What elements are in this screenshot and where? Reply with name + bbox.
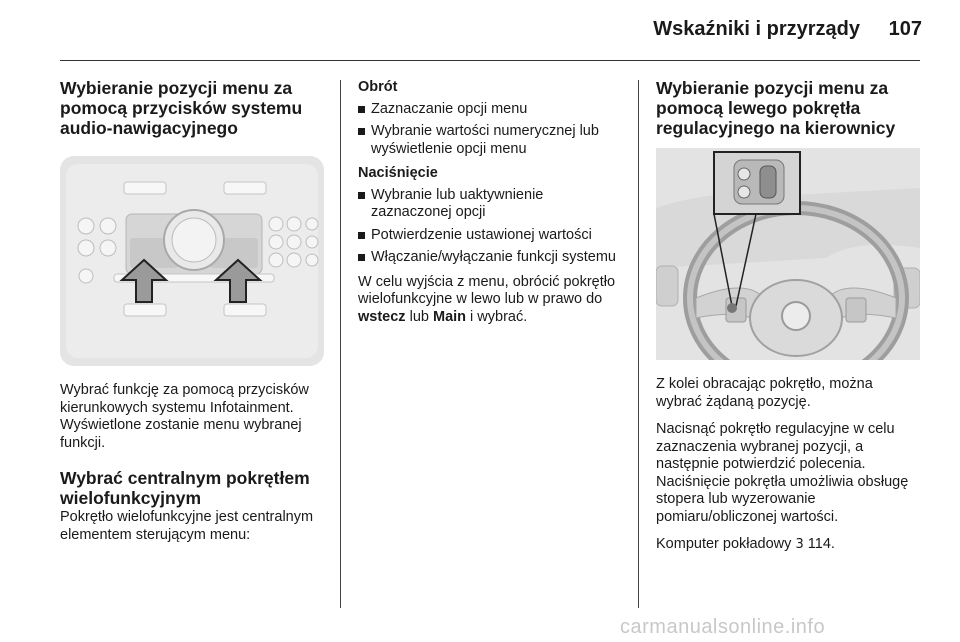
list-item (358, 249, 624, 267)
paragraph-knob-description: Pokrętło wielofunkcyjne jest centralnym elementem sterującym menu: (60, 509, 314, 543)
crossref-page: 114. (807, 536, 835, 552)
header-divider (60, 60, 920, 61)
paragraph-rotate-knob: Z kolei obracając pokrętło, można wybrać żądaną pozycję. (656, 376, 873, 410)
label-rotation: Obrót (358, 79, 398, 95)
watermark: carmanualsonline.info (620, 616, 826, 638)
section-heading-steering-wheel: Wybieranie pozycji menu za pomocą lewego pokrętła regulacyjnego na kierownicy (656, 78, 896, 138)
list-item (358, 187, 624, 222)
steering-wheel-illustration (656, 148, 920, 360)
paragraph-exit-menu (358, 274, 624, 327)
section-heading-central-knob: Wybrać centralnym pokrętłem wielofunkcyjnym (60, 468, 310, 508)
press-list (358, 187, 624, 267)
section-heading-audio-buttons: Wybieranie pozycji menu za pomocą przycisków systemu audio-nawigacyjnego (60, 78, 303, 138)
paragraph-press-knob: Nacisnąć pokrętło regulacyjne w celu zaznaczenia wybranej pozycji, a następnie potwierdzić polecenia. Naciśnięcie pokrętła umożliwia obsługę stopera lub wyzerowanie pomiaru/obliczonej wartości. (656, 421, 909, 525)
list-item-text: Potwierdzenie ustawionej wartości (371, 226, 592, 243)
bullet-icon (358, 254, 365, 261)
exit-text-post: i wybrać. (470, 308, 528, 325)
page-number: 107 (888, 18, 922, 40)
keyword-main: Main (432, 308, 467, 325)
list-item-text: Wybranie wartości numerycznej lub wyświetlenie opcji menu (371, 123, 599, 157)
bullet-icon (358, 106, 365, 113)
figure-infotainment-panel (60, 156, 324, 366)
infotainment-panel-illustration (60, 156, 324, 366)
keyword-back: wstecz (358, 308, 406, 325)
list-item (358, 123, 624, 158)
label-press: Naciśnięcie (358, 165, 438, 181)
paragraph-select-function: Wybrać funkcję za pomocą przycisków kierunkowych systemu Infotainment. Wyświetlone zostanie menu wybranej funkcji. (60, 382, 309, 451)
column-1 (60, 78, 324, 544)
figure-steering-wheel (656, 148, 920, 360)
column-3 (656, 78, 922, 554)
bullet-icon (358, 192, 365, 199)
list-item (358, 101, 624, 119)
list-item-text: Zaznaczanie opcji menu (371, 100, 528, 117)
bullet-icon (358, 232, 365, 239)
page-header-title: Wskaźniki i przyrządy (653, 18, 860, 40)
crossref-text: Komputer pokładowy (656, 536, 792, 552)
list-item (358, 227, 624, 245)
column-2 (358, 79, 624, 326)
crossref-trip-computer (656, 536, 922, 554)
exit-text: W celu wyjścia z menu, obrócić pokrętło wielofunkcyjne w lewo lub w prawo do (358, 273, 616, 307)
bullet-icon (358, 128, 365, 135)
list-item-text: Wybranie lub uaktywnienie zaznaczonej opcji (371, 186, 544, 220)
exit-text-or: lub (409, 308, 429, 325)
column-divider-1 (340, 80, 341, 608)
rotation-list (358, 101, 624, 159)
list-item-text: Włączanie/wyłączanie funkcji systemu (371, 249, 616, 265)
crossref-arrow-icon: 3 (795, 537, 804, 552)
column-divider-2 (638, 80, 639, 608)
